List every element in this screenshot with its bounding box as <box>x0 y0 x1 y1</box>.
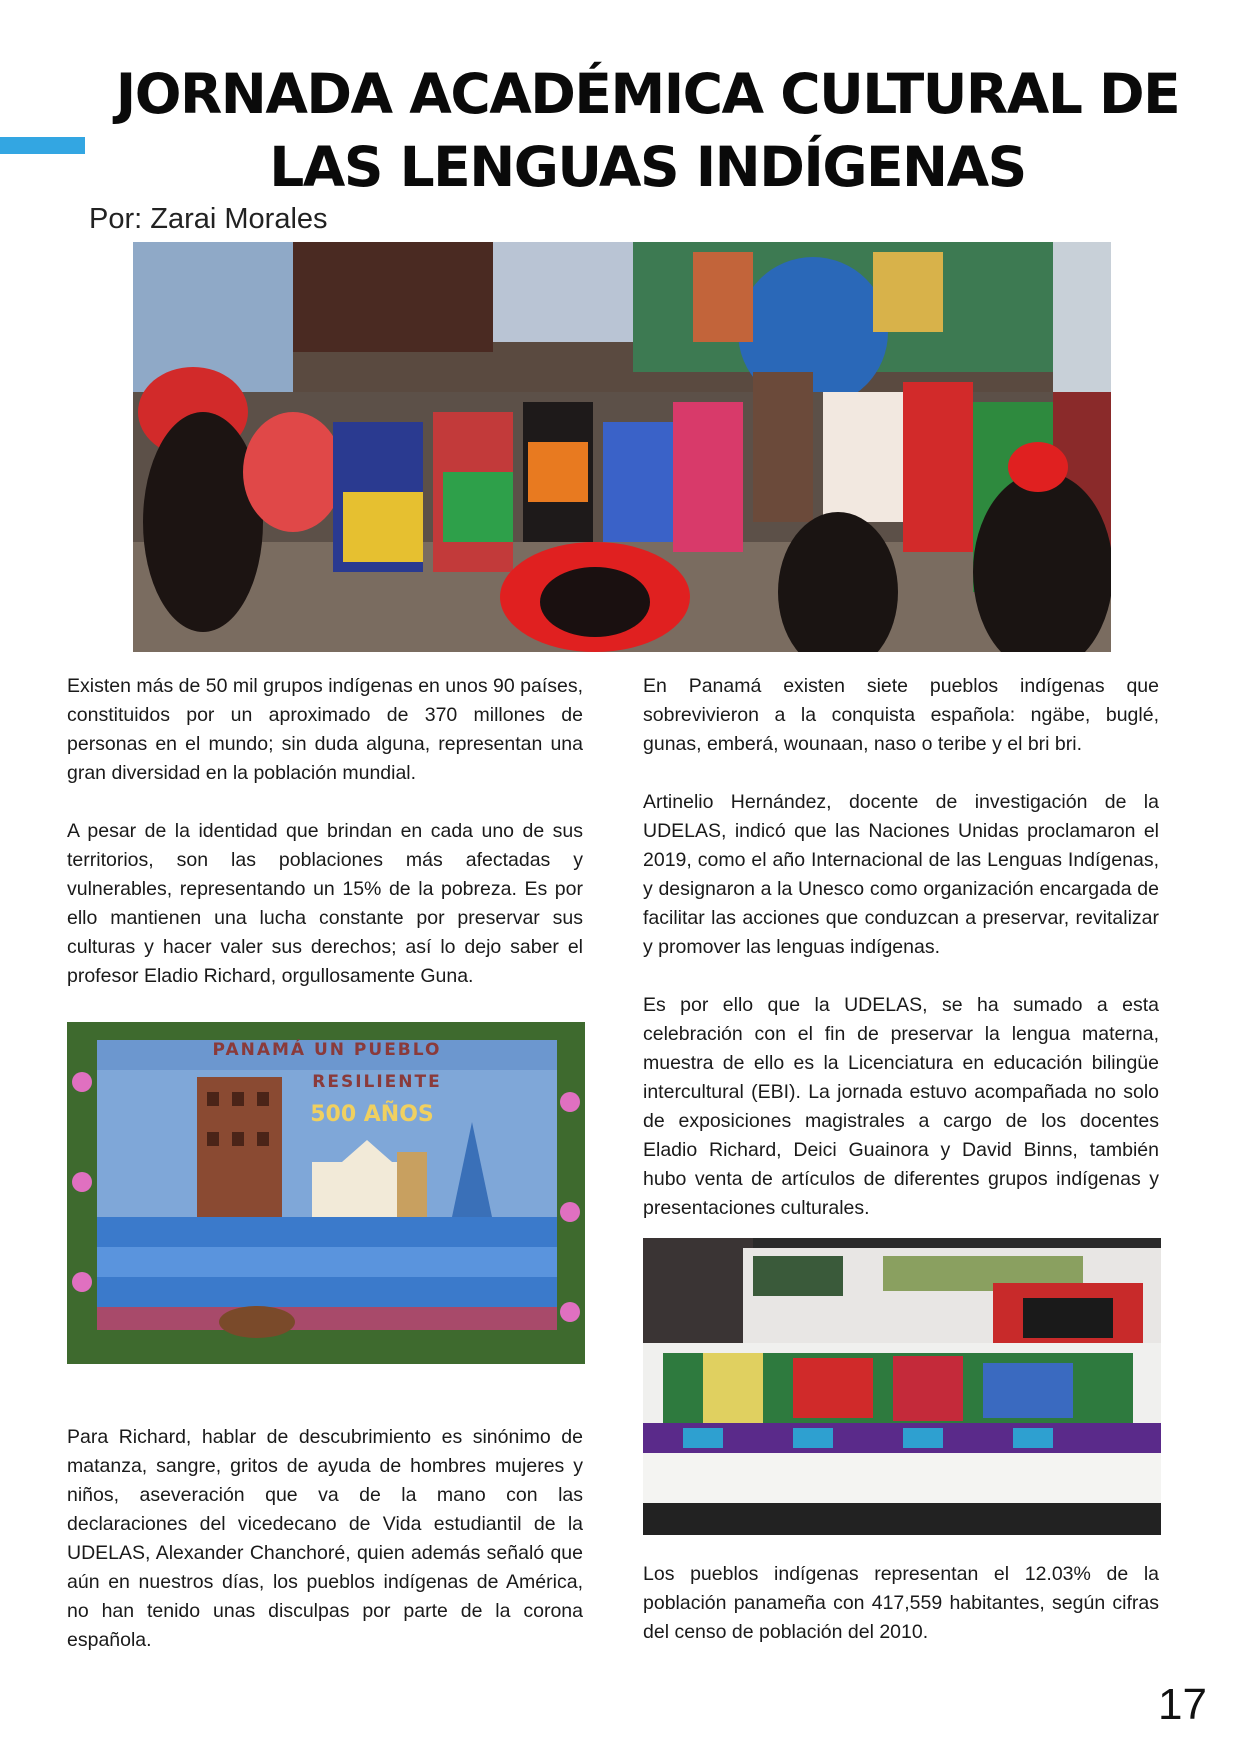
crafts-photo <box>643 1238 1161 1535</box>
paragraph: Artinelio Hernández, docente de investigación de la UDELAS, indicó que las Naciones Unidas proclamaron el 2019, como el año Internacional de las Lenguas Indígenas, y designaron a la Unesco como organización encargada de facilitar las acciones que conduzcan a preservar, revitalizar y promover las lenguas indígenas. <box>643 791 1159 958</box>
left-column-bottom <box>67 1423 583 1655</box>
mural-line-2: RESILIENTE <box>312 1072 442 1092</box>
mural-photo <box>67 1022 585 1364</box>
right-column-bottom <box>643 1560 1159 1647</box>
mural-line-3: 500 AÑOS <box>310 1102 434 1127</box>
mural-line-1: PANAMÁ UN PUEBLO <box>212 1040 442 1060</box>
paragraph: Los pueblos indígenas representan el 12.03% de la población panameña con 417,559 habitantes, según cifras del censo de población del 2010. <box>643 1563 1159 1643</box>
page-number: 17 <box>1158 1680 1207 1729</box>
accent-bar <box>0 137 85 154</box>
paragraph: A pesar de la identidad que brindan en cada uno de sus territorios, son las poblaciones más afectadas y vulnerables, representando un 15% de la pobreza. Es por ello mantienen una lucha constante por preservar sus culturas y hacer valer sus derechos; así lo dejo saber el profesor Eladio Richard, orgullosamente Guna. <box>67 820 583 987</box>
article-title: JORNADA ACADÉMICA CULTURAL DE LAS LENGUAS INDÍGENAS <box>115 62 1180 199</box>
left-column-top <box>67 672 583 991</box>
paragraph: En Panamá existen siete pueblos indígenas que sobrevivieron a la conquista española: ngäbe, buglé, gunas, emberá, wounaan, naso o teribe y el bri bri. <box>643 675 1159 755</box>
right-column-top <box>643 672 1159 1223</box>
dance-photo <box>133 242 1111 652</box>
paragraph: Existen más de 50 mil grupos indígenas en unos 90 países, constituidos por un aproximado de 370 millones de personas en el mundo; sin duda alguna, representan una gran diversidad en la población mundial. <box>67 675 583 784</box>
paragraph: Es por ello que la UDELAS, se ha sumado a esta celebración con el fin de preservar la lengua materna, muestra de ello es la Licenciatura en educación bilingüe intercultural (EBI). La jornada estuvo acompañada no solo de exposiciones magistrales a cargo de los docentes Eladio Richard, Deici Guainora y David Binns, también hubo venta de artículos de diferentes grupos indígenas y presentaciones culturales. <box>643 994 1159 1219</box>
byline: Por: Zarai Morales <box>89 203 328 235</box>
paragraph: Para Richard, hablar de descubrimiento es sinónimo de matanza, sangre, gritos de ayuda de hombres mujeres y niños, aseveración que va de la mano con las declaraciones del vicedecano de Vida estudiantil de la UDELAS, Alexander Chanchoré, quien además señaló que aún en nuestros días, los pueblos indígenas de América, no han tenido unas disculpas por parte de la corona española. <box>67 1426 583 1651</box>
